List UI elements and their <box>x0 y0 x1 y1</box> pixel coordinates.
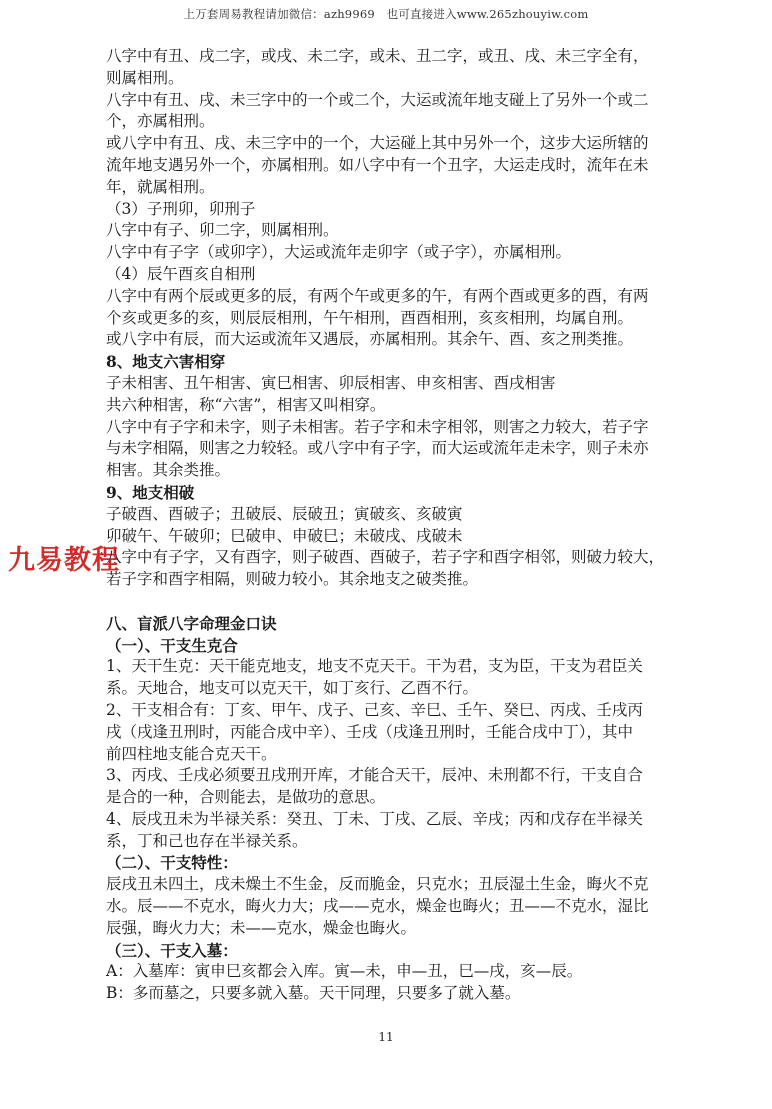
text-line: 与未字相隔，则害之力较轻。或八字中有子字，而大运或流年走未字，则子未亦 <box>106 439 649 458</box>
text-line: 系。天地合，地支可以克天干，如丁亥行、乙酉不行。 <box>106 679 479 698</box>
text-line: 前四柱地支能合克天干。 <box>106 744 277 763</box>
text-line: 是合的一种，合则能去，是做功的意思。 <box>106 788 386 807</box>
text-line: A：入墓库：寅申巳亥都会入库。寅—未，申—丑，巳—戌，亥—辰。 <box>106 962 583 981</box>
text-line: 相害。其余类推。 <box>106 461 231 480</box>
text-line: 个，亦属相刑。 <box>106 112 215 131</box>
text-line: B：多而墓之，只要多就入墓。天干同理，只要多了就入墓。 <box>106 984 521 1003</box>
subsection-heading: （4）辰午酉亥自相刑 <box>106 264 256 283</box>
text-line: 八字中有两个辰或更多的辰，有两个午或更多的午，有两个酉或更多的酉，有两 <box>106 286 649 305</box>
text-line: 卯破午、午破卯；巳破申、申破巳；未破戌、戌破未 <box>106 526 463 545</box>
text-line: 八字中有子、卯二字，则属相刑。 <box>106 221 339 240</box>
section-heading: （二）、干支特性： <box>106 853 238 873</box>
section-heading: 8、地支六害相穿 <box>106 352 226 372</box>
text-line: 流年地支遇另外一个，亦属相刑。如八字中有一个丑字，大运走戌时，流年在未 <box>106 155 649 174</box>
text-line: 年，就属相刑。 <box>106 177 215 196</box>
text-line: 戌（戌逢丑刑时，丙能合戌中辛）、壬戌（戌逢丑刑时，壬能合戌中丁），其中 <box>106 722 634 741</box>
text-line: 个亥或更多的亥，则辰辰相刑，午午相刑，酉酉相刑，亥亥相刑，均属自刑。 <box>106 308 634 327</box>
text-line: 系，丁和己也存在半禄关系。 <box>106 831 308 850</box>
chapter-heading: 八、盲派八字命理金口诀 <box>106 613 277 633</box>
paragraph-gap <box>106 591 666 613</box>
text-line: 若子字和酉字相隔，则破力较小。其余地支之破类推。 <box>106 570 479 589</box>
text-line: 辰强，晦火力大；未——克水，燥金也晦火。 <box>106 918 417 937</box>
text-line: 八字中有丑、戌二字，或戌、未二字，或未、丑二字，或丑、戌、未三字全有， <box>106 47 649 65</box>
text-line: 辰戌丑未四土，戌未燥土不生金，反而脆金，只克水；丑辰湿土生金，晦火不克 <box>106 875 649 894</box>
text-line: 3、丙戌、壬戌必须要丑戌刑开库，才能合天干，辰冲、未刑都不行，干支自合 <box>106 766 643 785</box>
text-line: 子破酉、酉破子；丑破辰、辰破丑；寅破亥、亥破寅 <box>106 504 463 523</box>
text-line: 子未相害、丑午相害、寅巳相害、卯辰相害、申亥相害、酉戌相害 <box>106 373 556 392</box>
text-line: 八字中有子字，又有酉字，则子破酉、酉破子，若子字和酉字相邻，则破力较大， <box>106 548 665 567</box>
watermark-logo: 九易教程 <box>8 545 120 576</box>
section-heading: 9、地支相破 <box>106 482 195 502</box>
text-line: 八字中有子字和未字，则子未相害。若子字和未字相邻，则害之力较大，若子字 <box>106 417 649 436</box>
text-line: 水。辰——不克水，晦火力大；戌——克水，燥金也晦火；丑——不克水，湿比 <box>106 897 649 916</box>
text-line: 或八字中有辰，而大运或流年又遇辰，亦属相刑。其余午、酉、亥之刑类推。 <box>106 330 634 349</box>
text-line: 1、天干生克：天干能克地支，地支不克天干。干为君，支为臣，干支为君臣关 <box>106 657 643 676</box>
page-number: 11 <box>378 1030 394 1044</box>
text-line: 4、辰戌丑未为半禄关系：癸丑、丁未、丁戌、乙辰、辛戌；丙和戊存在半禄关 <box>106 809 643 828</box>
text-line: 共六种相害，称“六害”，相害又叫相穿。 <box>106 395 386 414</box>
text-line: 八字中有子字（或卯字），大运或流年走卯字（或子字），亦属相刑。 <box>106 243 572 262</box>
text-line: 2、干支相合有：丁亥、甲午、戊子、己亥、辛巳、壬午、癸巳、丙戌、壬戌丙 <box>106 700 643 719</box>
section-heading: （三）、干支入墓： <box>106 940 238 960</box>
document-body <box>106 46 666 1005</box>
text-line: 八字中有丑、戌、未三字中的一个或二个，大运或流年地支碰上了另外一个或二 <box>106 90 649 109</box>
text-line: 则属相刑。 <box>106 68 184 87</box>
text-line: 或八字中有丑、戌、未三字中的一个，大运碰上其中另外一个，这步大运所辖的 <box>106 134 649 153</box>
subsection-heading: （3）子刑卯，卯刑子 <box>106 199 256 218</box>
page-header: 上万套周易教程请加微信：azh9969 也可直接进入www.265zhouyiw.com <box>183 7 589 21</box>
section-heading: （一）、干支生克合 <box>106 635 238 655</box>
